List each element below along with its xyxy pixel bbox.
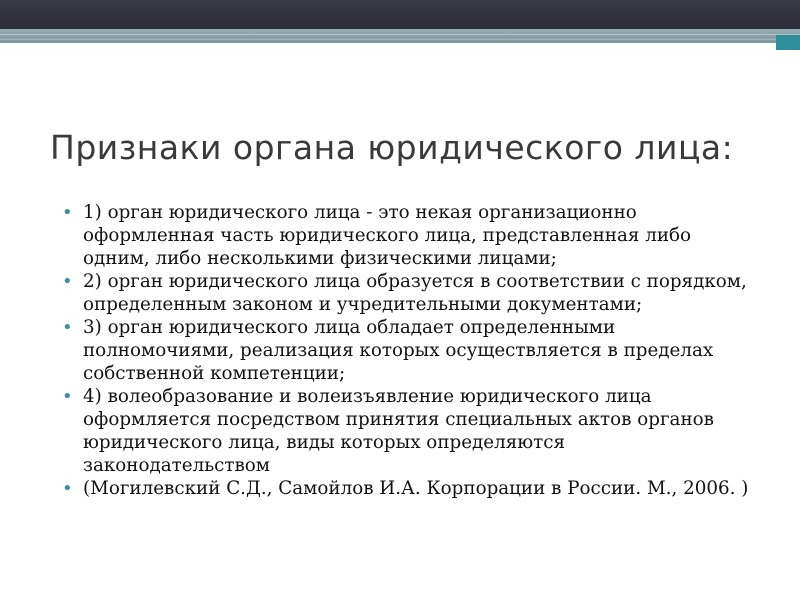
bullet-icon: •: [62, 271, 73, 292]
bullet-item: [62, 270, 752, 316]
bullet-icon: •: [62, 478, 73, 499]
bullet-list: [62, 201, 752, 500]
bullet-text: 3) орган юридического лица обладает определенными полномочиями, реализация которых осуществляется в пределах собственной компетенции;: [83, 317, 714, 384]
bullet-text: 4) волеобразование и волеизъявление юридического лица оформляется посредством принятия специальных актов органов юридического лица, виды которых определяются законодательством: [83, 386, 714, 476]
bullet-icon: •: [62, 202, 73, 223]
bullet-item: [62, 316, 752, 385]
header-bar: [0, 0, 800, 29]
slide-title: Признаки органа юридического лица:: [50, 128, 734, 167]
bullet-icon: •: [62, 317, 73, 338]
accent-tab: [776, 35, 800, 50]
bullet-text: 2) орган юридического лица образуется в соответствии с порядком, определенным законом и учредительными документами;: [83, 271, 747, 315]
bullet-icon: •: [62, 386, 73, 407]
header-band: [0, 29, 800, 43]
bullet-item: [62, 201, 752, 270]
bullet-item: [62, 385, 752, 477]
bullet-item: [62, 477, 752, 500]
bullet-text: (Могилевский С.Д., Самойлов И.А. Корпорации в России. М., 2006. ): [83, 478, 749, 499]
bullet-text: 1) орган юридического лица - это некая организационно оформленная часть юридического лица, представленная либо одним, либо несколькими физическими лицами;: [83, 202, 692, 269]
